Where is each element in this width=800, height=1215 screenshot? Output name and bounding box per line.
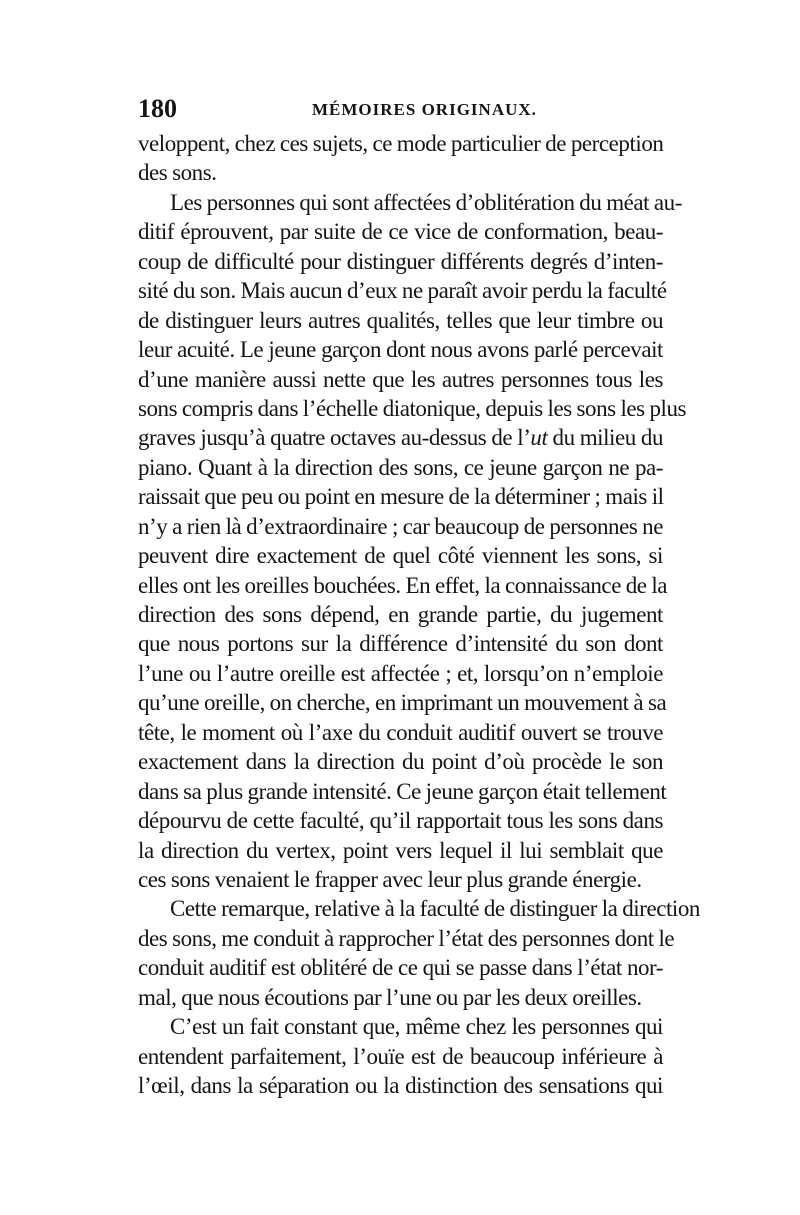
text-line: de distinguer leurs autres qualités, telles que leur timbre ou [138,307,663,333]
text-line: elles ont les oreilles bouchées. En effet, la connaissance de la [138,572,668,598]
running-title: MÉMOIRES ORIGINAUX. [312,100,537,119]
text-line: entendent parfaitement, l’ouïe est de beaucoup inférieure à [138,1043,663,1069]
text-line: coup de difficulté pour distinguer différents degrés d’inten- [138,248,663,274]
text-line: veloppent, chez ces sujets, ce mode particulier de perception [138,131,664,156]
text-line: raissait que peu ou point en mesure de la déterminer ; mais il [138,484,664,510]
text-line-with-italic [138,423,663,452]
italic-note-name: ut [530,425,548,451]
text-line: conduit auditif est oblitéré de ce qui se passe dans l’état nor- [138,955,663,981]
text-line: la direction du vertex, point vers lequel il lui semblait que [138,837,663,863]
text-line: dans sa plus grande intensité. Ce jeune garçon était tellement [138,778,667,804]
text-line: piano. Quant à la direction des sons, ce jeune garçon ne pa- [138,454,663,480]
text-line: Cette remarque, relative à la faculté de distinguer la direction [170,896,700,922]
text-line-after-italic: du milieu du [547,425,663,451]
text-line: dépourvu de cette faculté, qu’il rapportait tous les sons dans [138,808,663,834]
text-line: d’une manière aussi nette que les autres personnes tous les [138,366,663,392]
text-line: l’une ou l’autre oreille est affectée ; et, lorsqu’on n’emploie [138,660,663,686]
text-line: que nous portons sur la différence d’intensité du son dont [138,631,663,657]
text-line: peuvent dire exactement de quel côté viennent les sons, si [138,543,663,569]
text-line: n’y a rien là d’extraordinaire ; car beaucoup de personnes ne [138,513,663,539]
running-head [138,94,658,124]
text-line: des sons, me conduit à rapprocher l’état des personnes dont le [138,925,675,951]
body-text [138,129,700,1100]
text-line: l’œil, dans la séparation ou la distinction des sensations qui [138,1073,663,1098]
text-line: leur acuité. Le jeune garçon dont nous avons parlé percevait [138,337,663,363]
text-line: qu’une oreille, on cherche, en imprimant un mouvement à sa [138,690,667,716]
text-line: exactement dans la direction du point d’où procède le son [138,749,663,775]
text-line: direction des sons dépend, en grande partie, du jugement [138,602,663,627]
text-line: Les personnes qui sont affectées d’oblitération du méat au- [170,189,682,215]
text-line-before-italic: graves jusqu’à quatre octaves au-dessus de l’ [138,425,531,451]
text-line: mal, que nous écoutions par l’une ou par les deux oreilles. [138,984,642,1010]
text-line: sons compris dans l’échelle diatonique, depuis les sons les plus [138,395,687,421]
text-line: tête, le moment où l’axe du conduit auditif ouvert se trouve [138,719,663,745]
page-number: 180 [138,94,177,123]
text-line: ces sons venaient le frapper avec leur plus grande énergie. [138,866,642,892]
text-line: ditif éprouvent, par suite de ce vice de conformation, beau- [138,219,663,245]
text-line: C’est un fait constant que, même chez les personnes qui [170,1014,663,1040]
text-line: sité du son. Mais aucun d’eux ne paraît avoir perdu la faculté [138,278,667,304]
text-line: des sons. [138,160,217,186]
